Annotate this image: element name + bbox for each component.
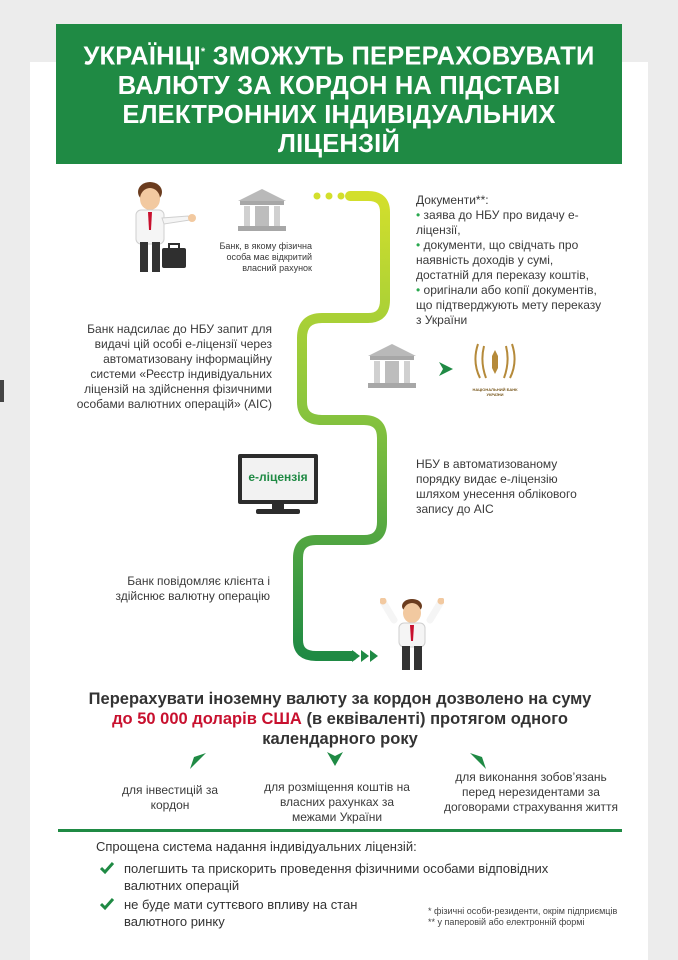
documents-block xyxy=(416,193,606,328)
end-arrow xyxy=(361,650,369,662)
happy-man-icon xyxy=(380,598,444,672)
step3-text: НБУ в автоматизованому порядку видає е-ліцензію шляхом унесення облікового запису до АІС xyxy=(416,457,577,516)
purpose-item: для розміщення коштів на власних рахунках за межами України xyxy=(264,780,410,824)
documents-item: • документи, що свідчать про наявність доходів у сумі, достатній для переказу коштів, xyxy=(416,238,589,282)
summary-line1: Перерахувати іноземну валюту за кордон дозволено на суму xyxy=(88,690,592,708)
purpose-item: для виконання зобов’язань перед нерезидентами за договорами страхування життя xyxy=(443,770,619,814)
footnotes xyxy=(428,906,617,928)
arrow-down-left-icon xyxy=(190,753,206,769)
simplified-title: Спрощена система надання індивідуальних ліцензій: xyxy=(96,839,417,854)
arrow-right-icon xyxy=(439,362,453,376)
start-dot xyxy=(338,193,345,200)
end-arrow xyxy=(370,650,378,662)
start-dot xyxy=(326,193,333,200)
nbu-logo xyxy=(470,342,520,398)
bank-caption: Банк, в якому фізична особа має відкритий власний рахунок xyxy=(219,241,312,273)
page-title: УКРАЇНЦІ* ЗМОЖУТЬ ПЕРЕРАХОВУВАТИ ВАЛЮТУ ЗА КОРДОН НА ПІДСТАВІ ЕЛЕКТРОННИХ ІНДИВІДУАЛЬНИХ ЛІЦЕНЗІЙ xyxy=(83,42,595,158)
checkmark-icon xyxy=(100,861,114,875)
monitor-icon xyxy=(238,454,320,516)
simplified-item: полегшить та прискорить проведення фізичними особами відповідних валютних операцій xyxy=(102,860,582,894)
bank-icon xyxy=(366,342,418,392)
arrow-down-right-icon xyxy=(470,753,486,769)
summary-highlight: до 50 000 доларів США xyxy=(112,710,302,728)
bank-icon xyxy=(236,187,288,233)
businessman-icon xyxy=(128,180,206,276)
end-arrow xyxy=(352,650,360,662)
documents-item: • оригінали або копії документів, що підтверджують мету переказу з України xyxy=(416,283,602,327)
divider xyxy=(58,829,622,832)
step4-text: Банк повідомляє клієнта і здійснює валютну операцію xyxy=(115,574,270,603)
nbu-logo-text: НАЦІОНАЛЬНИЙ БАНК УКРАЇНИ xyxy=(472,387,518,397)
summary-line2: до 50 000 доларів США (в еквіваленті) протягом одного календарного року xyxy=(112,710,568,748)
checkmark-icon xyxy=(100,897,114,911)
start-dot xyxy=(314,193,321,200)
footnote: * фізичні особи-резиденти, окрім підприємців xyxy=(428,906,618,916)
documents-title: Документи**: xyxy=(416,193,489,207)
arrow-down-icon xyxy=(327,752,343,766)
documents-item: • заява до НБУ про видачу е-ліцензії, xyxy=(416,208,579,237)
footnote: ** у паперовій або електронній формі xyxy=(428,917,585,927)
purpose-item: для інвестицій за кордон xyxy=(122,783,218,812)
simplified-item: не буде мати суттєвого впливу на стан валютного ринку xyxy=(102,896,402,930)
step2-text: Банк надсилає до НБУ запит для видачі цій особі е-ліцензії через автоматизовану інформаційну системи «Реєстр індивідуальних ліцензій на здійснення фізичними особами валютних операцій» (АІС) xyxy=(76,322,272,411)
summary-text xyxy=(70,689,610,749)
monitor-label: е-ліцензія xyxy=(248,470,308,484)
